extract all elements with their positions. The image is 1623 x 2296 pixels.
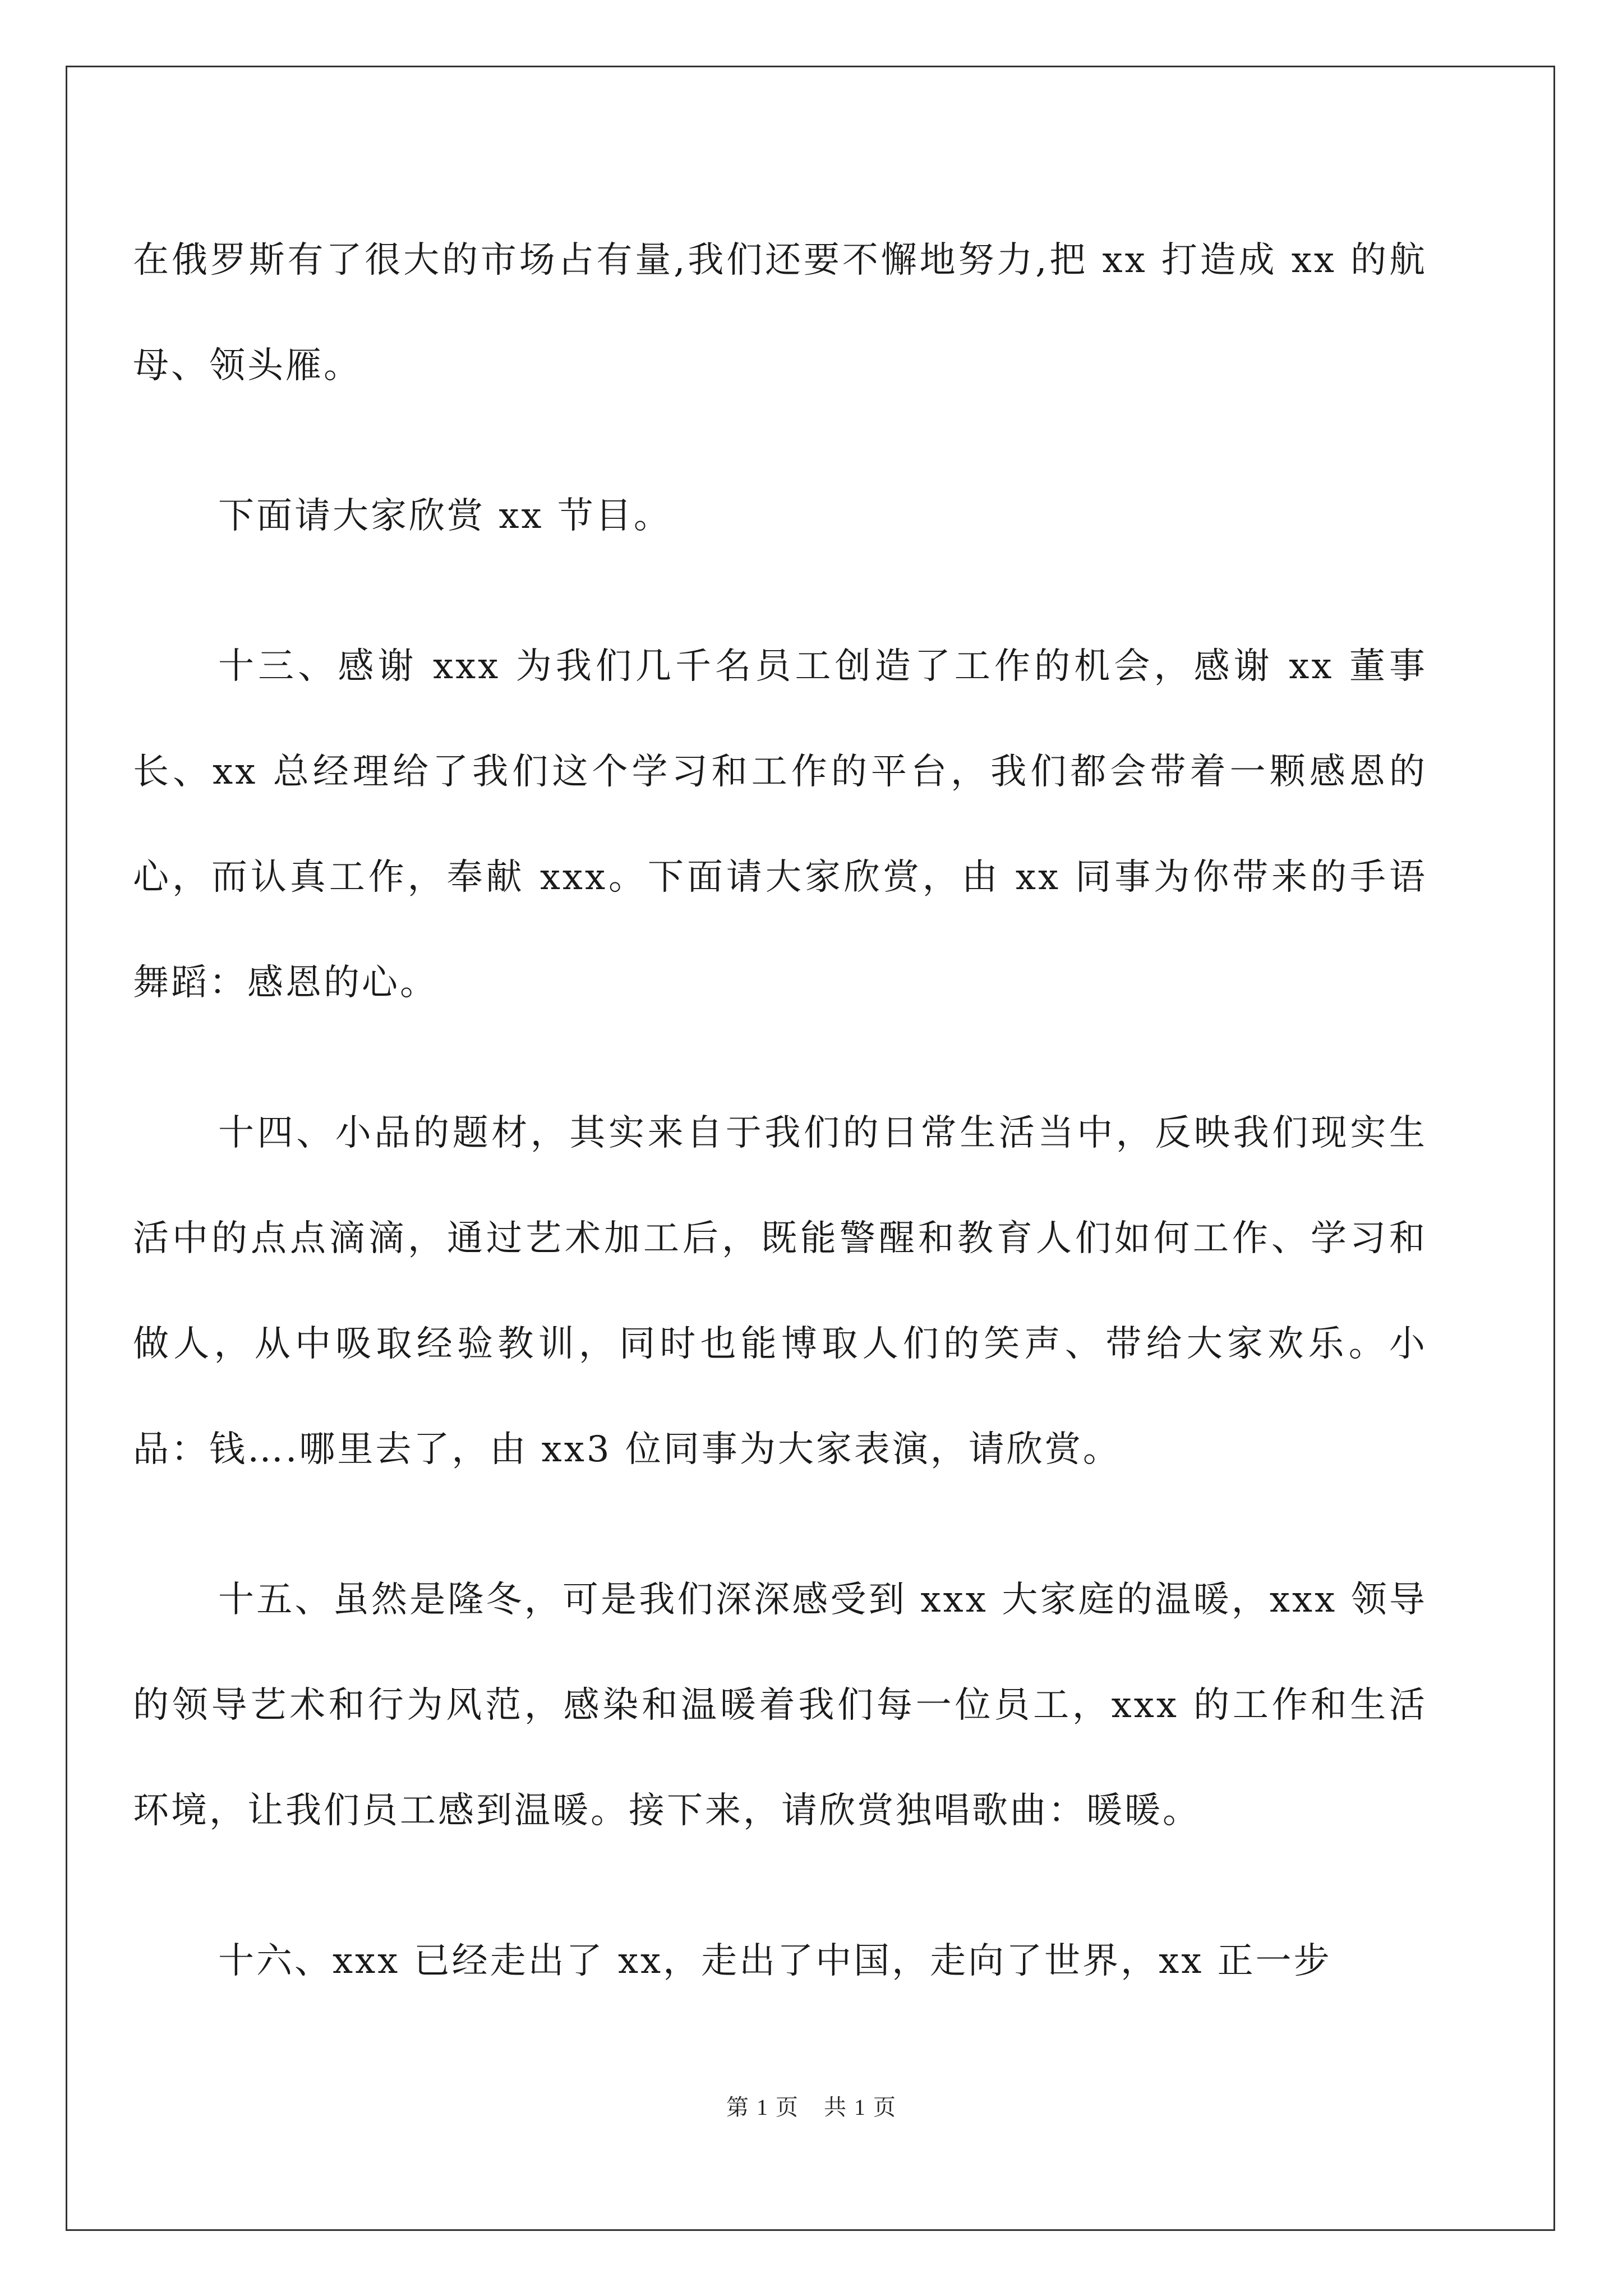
paragraph-gap	[133, 1502, 1427, 1547]
paragraph: 在俄罗斯有了很大的市场占有量,我们还要不懈地努力,把 xx 打造成 xx 的航母、领头雁。	[133, 240, 1427, 386]
document-body	[133, 208, 1427, 2014]
paragraph-gap	[133, 1864, 1427, 1908]
paragraph-gap	[133, 569, 1427, 614]
page-number: 第 1 页	[726, 2095, 799, 2120]
page-footer	[0, 2090, 1623, 2122]
paragraph: 十三、感谢 xxx 为我们几千名员工创造了工作的机会，感谢 xx 董事长、xx 总经理给了我们这个学习和工作的平台，我们都会带着一颗感恩的心，而认真工作，奉献 xxx。下面请大家欣赏，由 xx 同事为你带来的手语舞蹈：感恩的心。	[133, 646, 1427, 1004]
paragraph: 下面请大家欣赏 xx 节目。	[218, 495, 672, 537]
paragraph: 十六、xxx 已经走出了 xx，走出了中国，走向了世界，xx 正一步	[218, 1940, 1332, 1982]
paragraph-gap	[133, 1036, 1427, 1080]
paragraph: 十五、虽然是隆冬，可是我们深深感受到 xxx 大家庭的温暖，xxx 领导的领导艺术和行为风范，感染和温暖着我们每一位员工，xxx 的工作和生活环境，让我们员工感到温暖。接下来，请欣赏独唱歌曲：暖暖。	[133, 1579, 1427, 1832]
paragraph-gap	[133, 418, 1427, 463]
paragraph: 十四、小品的题材，其实来自于我们的日常生活当中，反映我们现实生活中的点点滴滴，通过艺术加工后，既能警醒和教育人们如何工作、学习和做人，从中吸取经验教训，同时也能博取人们的笑声、带给大家欢乐。小品：钱….哪里去了，由 xx3 位同事为大家表演，请欣赏。	[133, 1112, 1427, 1470]
page-total: 共 1 页	[824, 2095, 897, 2120]
